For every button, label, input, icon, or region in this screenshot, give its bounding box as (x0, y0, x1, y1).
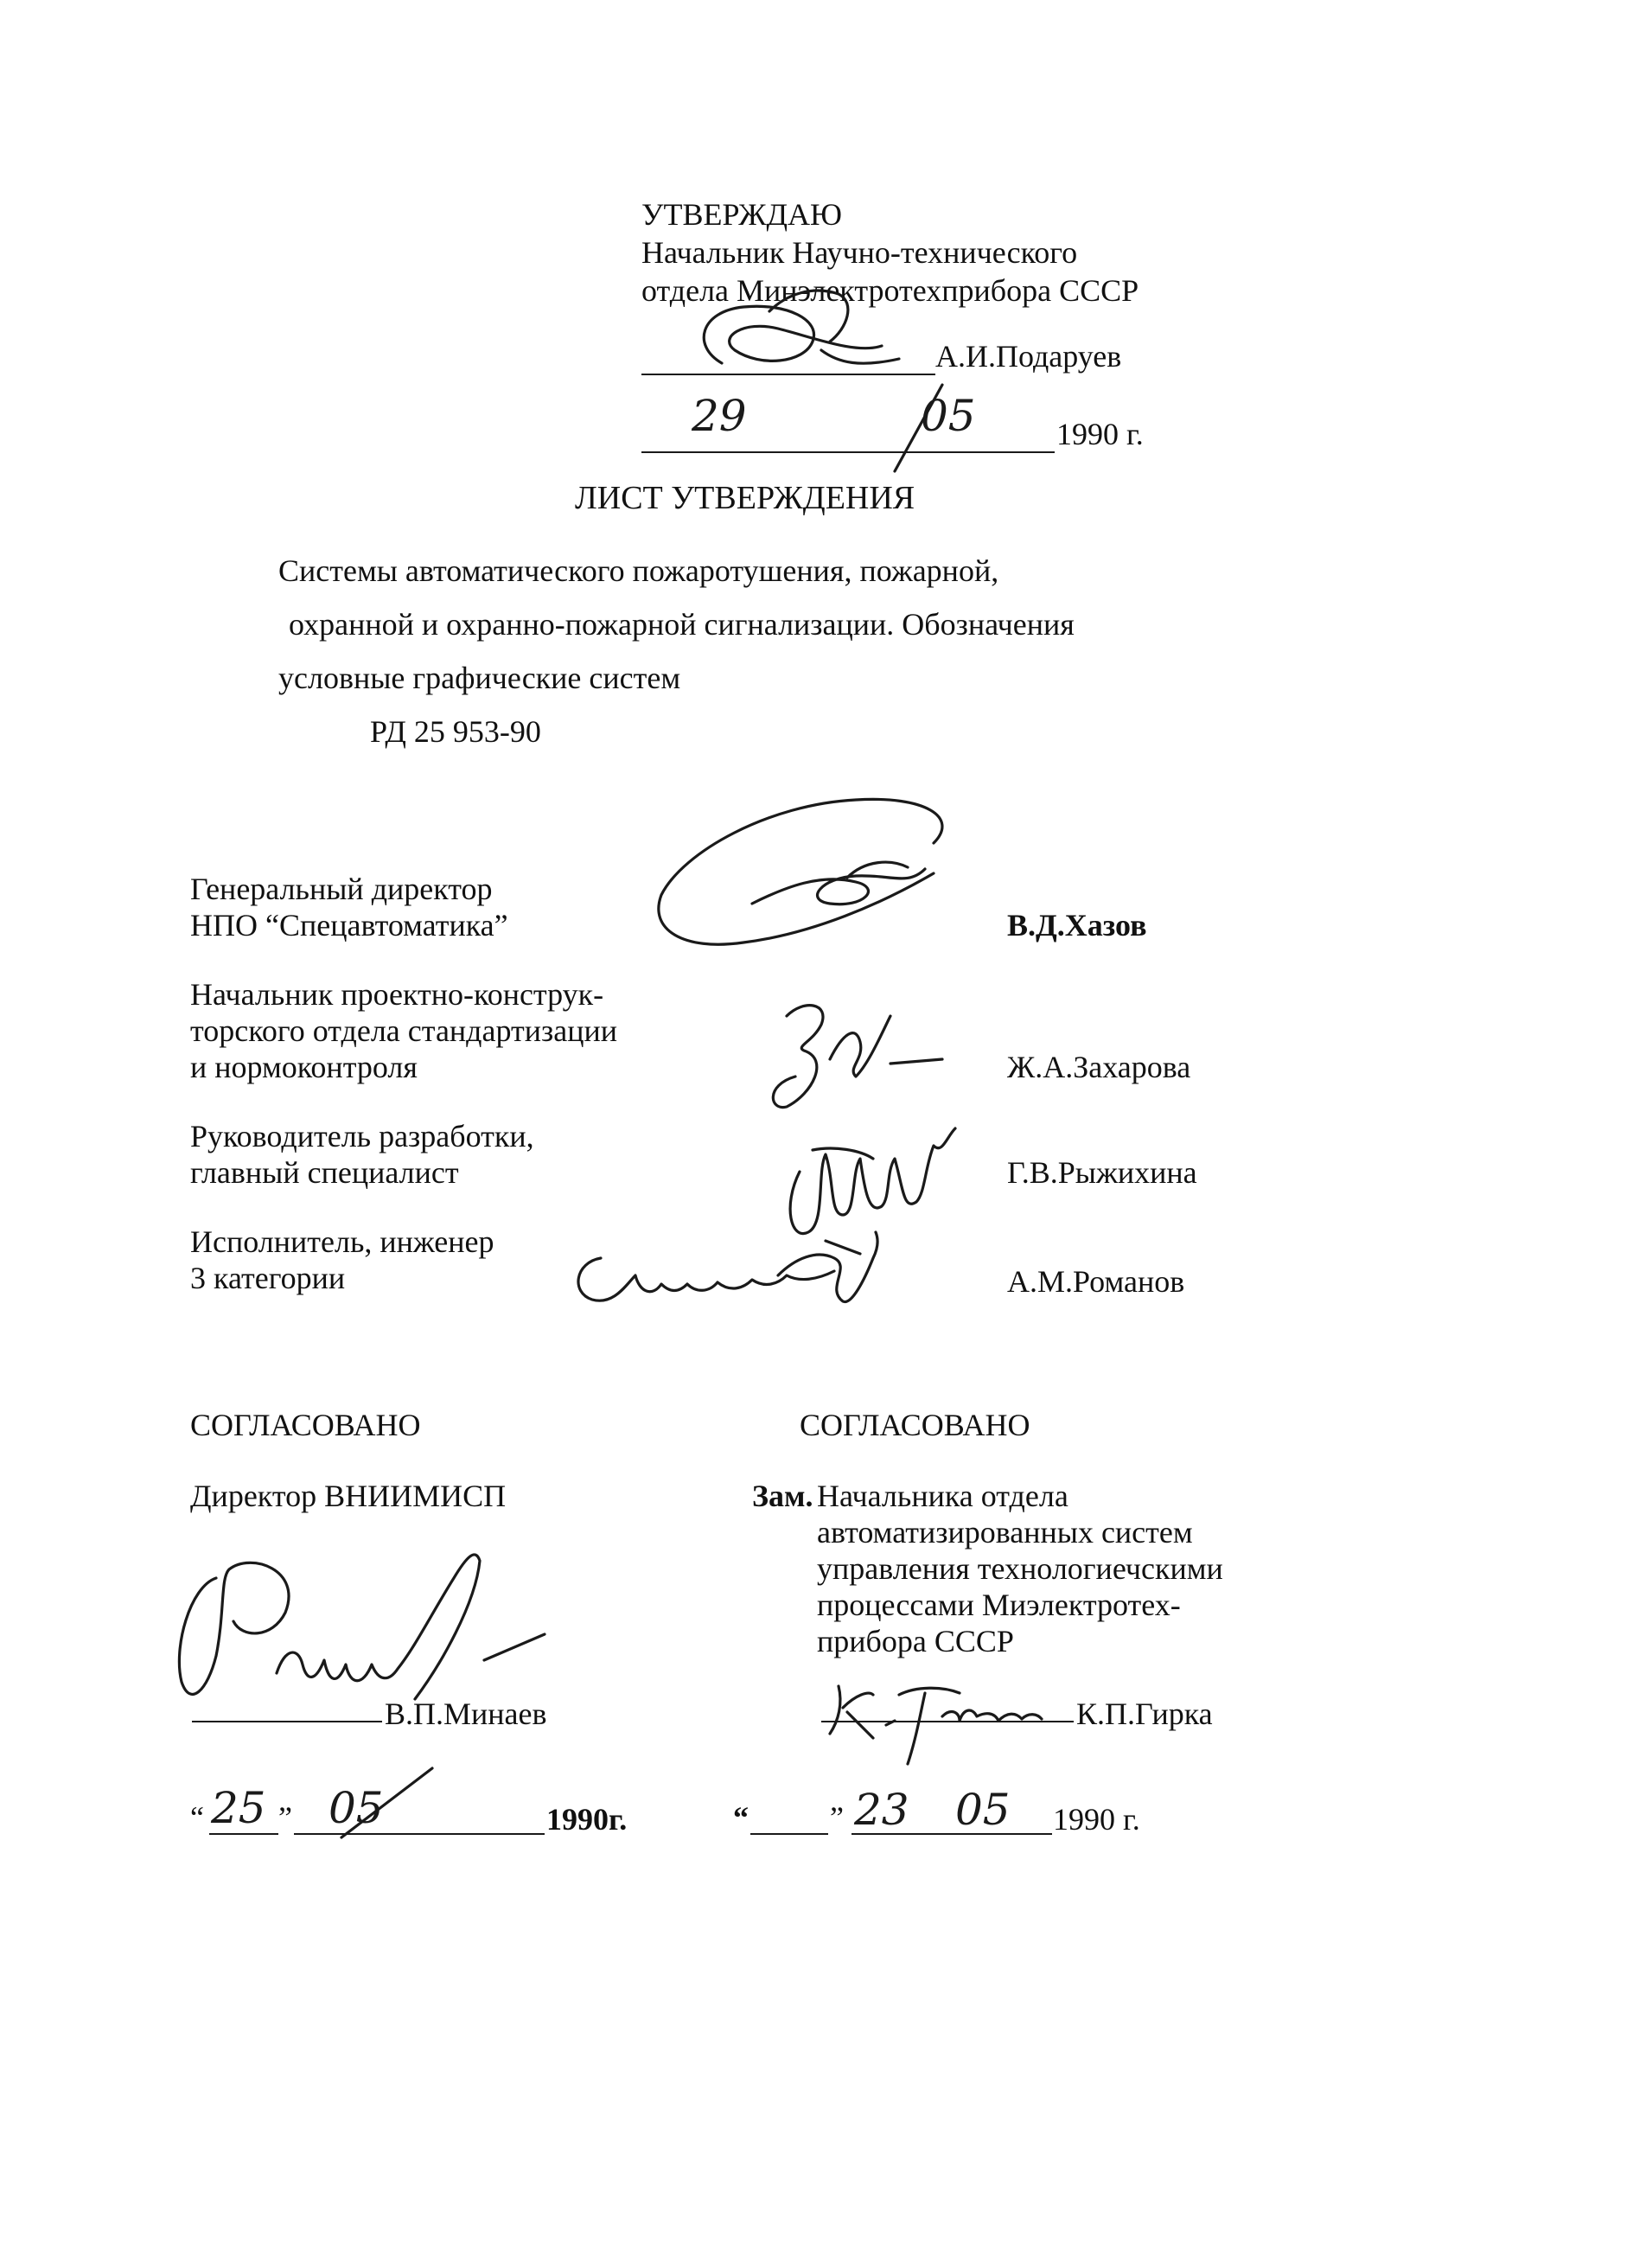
agreed-right-open-quote: “ (733, 1800, 749, 1835)
signatory-1-position-line1: Генеральный директор (190, 872, 493, 906)
agreed-right-position-line2: автоматизированных систем (817, 1515, 1193, 1550)
agreed-right-date-month: 05 (955, 1785, 1011, 1835)
signatory-2-signature (761, 981, 951, 1120)
signatory-4-signature (566, 1206, 895, 1319)
signatory-4-position-line2: 3 категории (190, 1261, 346, 1295)
approval-position-line1: Начальник Научно-технического (641, 235, 1078, 270)
approval-heading: УТВЕРЖДАЮ (641, 197, 843, 232)
approval-name: А.И.Подаруев (935, 339, 1122, 374)
signatory-2-position-line2: торского отдела стандартизации (190, 1013, 617, 1048)
agreed-left-date-day-line (209, 1833, 278, 1835)
agreed-left-date-stroke (337, 1764, 441, 1842)
agreed-right-signature-line (821, 1721, 1074, 1722)
signatory-2-name: Ж.А.Захарова (1007, 1050, 1191, 1084)
approval-signature-line (641, 374, 935, 375)
agreed-right-date-day: 23 (854, 1785, 909, 1835)
signatory-3-position-line1: Руководитель разработки, (190, 1119, 534, 1153)
document-code: РД 25 953-90 (370, 714, 541, 749)
agreed-right-position-line4: процессами Миэлектротех- (817, 1588, 1181, 1622)
agreed-right-name: К.П.Гирка (1076, 1696, 1213, 1731)
subject-line1: Системы автоматического пожаротушения, пожарной, (278, 553, 999, 588)
subject-line3: условные графические систем (278, 661, 681, 695)
agreed-right-position-line3: управления технологиечскими (817, 1551, 1223, 1586)
approval-date-line (641, 451, 1055, 453)
agreed-left-date-line (294, 1833, 545, 1835)
agreed-right-position-line5: прибора СССР (817, 1624, 1014, 1658)
agreed-right-position-line1: Начальника отдела (817, 1479, 1068, 1513)
agreed-left-close-quote: ” (278, 1800, 292, 1835)
agreed-left-name: В.П.Минаев (385, 1696, 547, 1731)
agreed-left-signature (156, 1518, 640, 1725)
signatory-4-position-line1: Исполнитель, инженер (190, 1224, 494, 1259)
approval-year: 1990 г. (1056, 417, 1144, 451)
agreed-right-prefix: Зам. (752, 1479, 813, 1513)
signatory-3-name: Г.В.Рыжихина (1007, 1155, 1197, 1190)
approval-signature (640, 259, 985, 398)
agreed-right-date-line (852, 1833, 1052, 1835)
signatory-1-name: В.Д.Хазов (1007, 908, 1147, 942)
agreed-right-close-quote: ” (830, 1800, 844, 1835)
agreed-left-year: 1990г. (546, 1802, 628, 1837)
signatory-3-position-line2: главный специалист (190, 1155, 459, 1190)
signatory-2-position-line3: и нормоконтроля (190, 1050, 418, 1084)
agreed-left-signature-line (192, 1721, 382, 1722)
signatory-1-position-line2: НПО “Спецавтоматика” (190, 908, 508, 942)
approval-date-day: 29 (692, 391, 747, 441)
subject-line2: охранной и охранно-пожарной сигнализации. Обозначения (289, 607, 1075, 642)
signatory-2-position-line1: Начальник проектно-конструк- (190, 977, 604, 1012)
agreed-right-heading: СОГЛАСОВАНО (800, 1408, 1030, 1442)
agreed-right-date-day-line (750, 1833, 828, 1835)
agreed-left-date-month: 05 (328, 1783, 384, 1833)
agreed-left-position: Директор ВНИИМИСП (190, 1479, 507, 1513)
agreed-left-date-day: 25 (211, 1783, 266, 1833)
approval-position-line2: отдела Минэлектротехприбора СССР (641, 273, 1139, 308)
agreed-right-year: 1990 г. (1053, 1802, 1140, 1837)
agreed-left-heading: СОГЛАСОВАНО (190, 1408, 421, 1442)
document-title: ЛИСТ УТВЕРЖДЕНИЯ (575, 480, 915, 516)
signatory-4-name: А.М.Романов (1007, 1264, 1185, 1299)
agreed-left-open-quote: “ (190, 1800, 204, 1835)
approval-date-month: 05 (921, 391, 976, 441)
signatory-1-signature (648, 791, 977, 964)
